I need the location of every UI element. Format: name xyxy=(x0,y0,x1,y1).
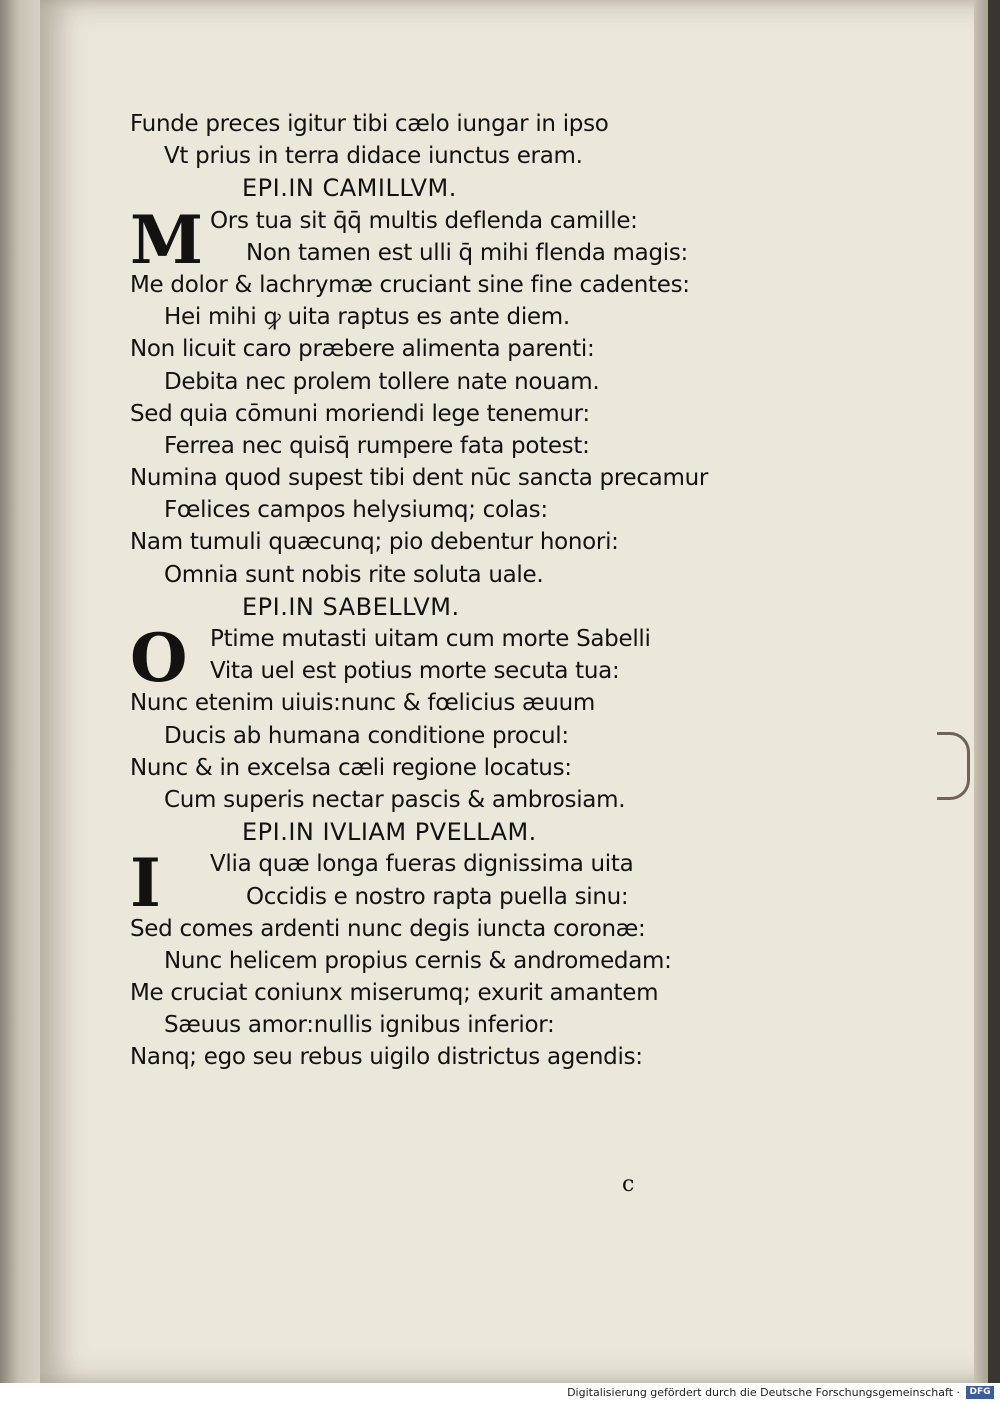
signature-mark: c xyxy=(622,1172,635,1197)
drop-cap-initial: I xyxy=(130,844,161,923)
verse-line: Non tamen est ulli q̄ mihi flenda magis: xyxy=(246,239,688,266)
drop-cap-initial: M xyxy=(130,200,203,279)
verse-line: Cum superis nectar pascis & ambrosiam. xyxy=(164,786,626,813)
poem-heading: EPI.IN CAMILLVM. xyxy=(242,174,457,203)
poem-heading: EPI.IN IVLIAM PVELLAM. xyxy=(242,818,537,847)
verse-line: Occidis e nostro rapta puella sinu: xyxy=(246,883,629,910)
verse-line: Sed quia cōmuni moriendi lege tenemur: xyxy=(130,400,590,427)
verse-line: Nunc & in excelsa cæli regione locatus: xyxy=(130,754,572,781)
verse-line: Me dolor & lachrymæ cruciant sine fine cadentes: xyxy=(130,271,690,298)
verse-line: Me cruciat coniunx miserumq; exurit amantem xyxy=(130,980,659,1007)
verse-line: Sæuus amor:nullis ignibus inferior: xyxy=(164,1012,555,1039)
verse-line: Vita uel est potius morte secuta tua: xyxy=(210,658,620,685)
poem-sabellum xyxy=(130,619,770,816)
verse-line: Numina quod supest tibi dent nūc sancta precamur xyxy=(130,465,709,492)
poem-camillum xyxy=(130,200,770,591)
verse-line: Ptime mutasti uitam cum morte Sabelli xyxy=(210,626,651,652)
verse-line: Vlia quæ longa fueras dignissima uita xyxy=(210,851,634,878)
verse-line: Nunc etenim uiuis:nunc & fœlicius æuum xyxy=(130,690,595,717)
verse-line: Debita nec prolem tollere nate nouam. xyxy=(164,368,600,395)
verse-line: Nunc helicem propius cernis & andromedam: xyxy=(164,947,672,974)
verse-line: Omnia sunt nobis rite soluta uale. xyxy=(164,561,544,588)
verse-line: Fœlices campos helysiumq; colas: xyxy=(164,497,548,524)
binding-clip xyxy=(937,732,970,800)
verse-line: Nam tumuli quæcunq; pio debentur honori: xyxy=(130,529,619,556)
footer-credit: Digitalisierung gefördert durch die Deutsche Forschungsgemeinschaft · xyxy=(567,1386,960,1399)
verse-line: Sed comes ardenti nunc degis iuncta coronæ: xyxy=(130,915,646,942)
drop-cap-initial: O xyxy=(130,619,188,697)
verse-line: Vt prius in terra didace iunctus eram. xyxy=(164,143,583,170)
page-text xyxy=(130,108,770,1074)
verse-line: Ors tua sit q̄q̄ multis deflenda camille: xyxy=(210,207,638,234)
verse-line: Non licuit caro præbere alimenta parenti: xyxy=(130,336,595,363)
verse-line: Ferrea nec quisq̄ rumpere fata potest: xyxy=(164,432,590,459)
verse-line: Hei mihi ꝙ uita raptus es ante diem. xyxy=(164,304,570,331)
dfg-logo: DFG xyxy=(966,1386,994,1399)
page-edge xyxy=(974,0,988,1383)
verse-line: Nanq; ego seu rebus uigilo districtus agendis: xyxy=(130,1044,643,1071)
verse-line: Ducis ab humana conditione procul: xyxy=(164,722,569,749)
footer-bar xyxy=(0,1383,1000,1403)
verse-line: Funde preces igitur tibi cælo iungar in ipso xyxy=(130,111,609,137)
poem-iuliam xyxy=(130,844,770,1073)
poem-heading: EPI.IN SABELLVM. xyxy=(242,592,460,621)
